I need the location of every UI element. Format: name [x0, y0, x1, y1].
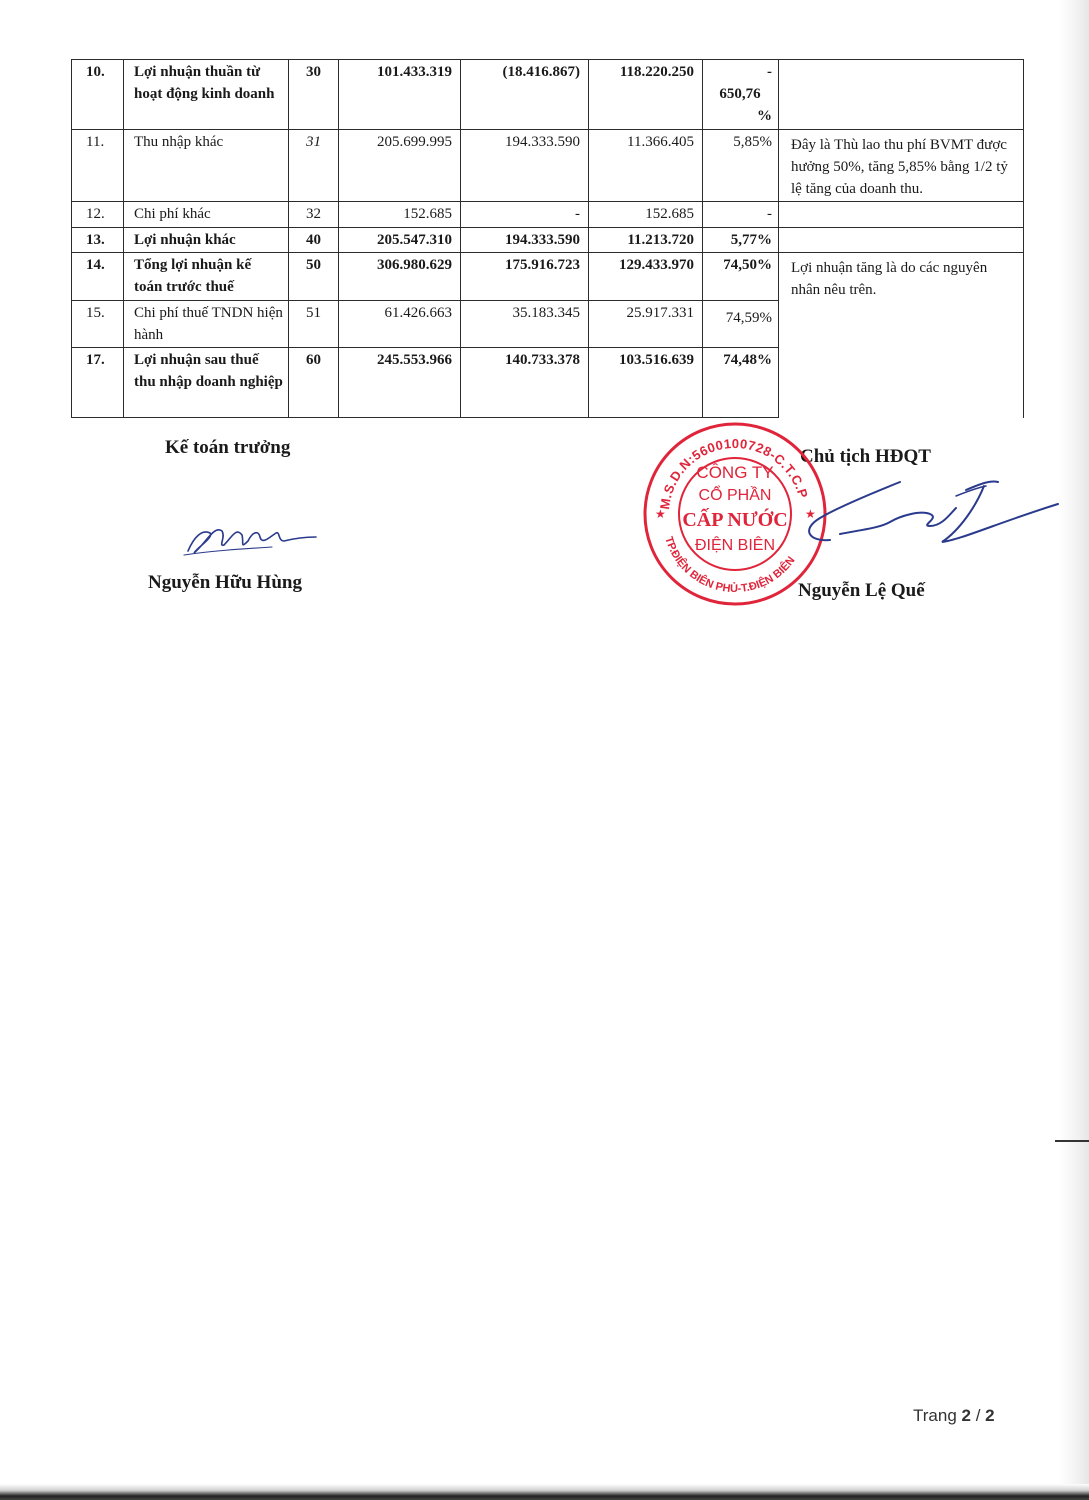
stamp-ring-text: M.S.D.N:5600100728-C.T.C.P: [657, 435, 811, 511]
row-value-current: 205.547.310: [339, 228, 461, 253]
row-value-current: 306.980.629: [339, 253, 461, 301]
page-word: Trang: [913, 1406, 957, 1425]
row-note: [779, 60, 1024, 130]
row-item: Chi phí thuế TNDN hiện hành: [124, 301, 289, 348]
row-value-current: 245.553.966: [339, 348, 461, 418]
row-value-previous: 194.333.590: [461, 130, 589, 202]
stamp-star-icon: ★: [805, 507, 816, 521]
stamp-star-icon: ★: [655, 507, 666, 521]
page-current: 2: [961, 1406, 971, 1425]
chief-accountant-name: Nguyễn Hữu Hùng: [148, 572, 302, 593]
chairman-signature: [770, 470, 1070, 570]
chairman-name: Nguyễn Lệ Quế: [798, 580, 925, 601]
row-value-previous: 35.183.345: [461, 301, 589, 348]
table-row: [72, 60, 1024, 130]
row-note: Đây là Thù lao thu phí BVMT được hưởng 50%, tăng 5,85% bằng 1/2 tỷ lệ tăng của doanh thu.: [779, 130, 1024, 202]
table-row: [72, 228, 1024, 253]
row-value-previous: 194.333.590: [461, 228, 589, 253]
row-value-current: 101.433.319: [339, 60, 461, 130]
row-percent: 74,59%: [703, 301, 779, 348]
row-number: 17.: [72, 348, 124, 418]
row-value-difference: 11.213.720: [589, 228, 703, 253]
row-percent: 74,48%: [703, 348, 779, 418]
scan-edge: [0, 1484, 1089, 1500]
row-item: Thu nhập khác: [124, 130, 289, 202]
row-value-difference: 11.366.405: [589, 130, 703, 202]
stamp-line: CỔ PHẦN: [698, 487, 772, 504]
row-number: 11.: [72, 130, 124, 202]
table-row: [72, 253, 1024, 301]
page-number: [913, 1406, 995, 1426]
row-percent-unit: %: [757, 108, 772, 124]
row-code: 40: [289, 228, 339, 253]
row-code: 31: [289, 130, 339, 202]
row-number: 13.: [72, 228, 124, 253]
row-percent: 74,50%: [703, 253, 779, 301]
row-number: 10.: [72, 60, 124, 130]
table-row: [72, 202, 1024, 228]
row-item: Lợi nhuận thuần từ hoạt động kinh doanh: [124, 60, 289, 130]
chief-accountant-signature: [180, 515, 320, 560]
row-value-previous: 140.733.378: [461, 348, 589, 418]
row-number: 12.: [72, 202, 124, 228]
row-value-current: 61.426.663: [339, 301, 461, 348]
row-note: Lợi nhuận tăng là do các nguyên nhân nêu trên.: [779, 253, 1024, 418]
table-row: [72, 130, 1024, 202]
row-code: 51: [289, 301, 339, 348]
row-value-difference: 129.433.970: [589, 253, 703, 301]
chairman-title: Chủ tịch HĐQT: [800, 446, 931, 467]
row-value-previous: -: [461, 202, 589, 228]
stamp-ring-bottom: TP.ĐIỆN BIÊN PHỦ-T.ĐIỆN BIÊN: [662, 535, 798, 596]
financial-table: [71, 59, 1024, 418]
row-percent-sign: -: [767, 64, 772, 80]
scan-artifact: [1055, 1140, 1089, 1142]
row-value-difference: 25.917.331: [589, 301, 703, 348]
page-separator: /: [970, 1406, 986, 1425]
stamp-line: ĐIỆN BIÊN: [694, 537, 776, 554]
scan-edge: [1059, 0, 1089, 1500]
row-value-difference: 118.220.250: [589, 60, 703, 130]
row-code: 30: [289, 60, 339, 130]
row-code: 60: [289, 348, 339, 418]
row-percent: 5,77%: [703, 228, 779, 253]
row-item: Lợi nhuận sau thuế thu nhập doanh nghiệp: [124, 348, 289, 418]
row-item: Chi phí khác: [124, 202, 289, 228]
row-note: [779, 202, 1024, 228]
row-value-current: 152.685: [339, 202, 461, 228]
row-value-difference: 152.685: [589, 202, 703, 228]
row-item: Tổng lợi nhuận kế toán trước thuế: [124, 253, 289, 301]
row-value-current: 205.699.995: [339, 130, 461, 202]
row-percent: -: [703, 202, 779, 228]
stamp-line: CÔNG TY: [696, 463, 774, 482]
row-percent: 5,85%: [703, 130, 779, 202]
row-code: 32: [289, 202, 339, 228]
row-value-previous: (18.416.867): [461, 60, 589, 130]
row-value-difference: 103.516.639: [589, 348, 703, 418]
row-code: 50: [289, 253, 339, 301]
row-item: Lợi nhuận khác: [124, 228, 289, 253]
stamp-line: CẤP NƯỚC: [682, 509, 788, 531]
row-number: 15.: [72, 301, 124, 348]
row-percent: [703, 60, 779, 130]
row-note: [779, 228, 1024, 253]
row-percent-value: 650,76: [719, 86, 761, 102]
row-value-previous: 175.916.723: [461, 253, 589, 301]
page-total: 2: [985, 1406, 995, 1425]
chief-accountant-title: Kế toán trưởng: [165, 437, 291, 458]
row-number: 14.: [72, 253, 124, 301]
